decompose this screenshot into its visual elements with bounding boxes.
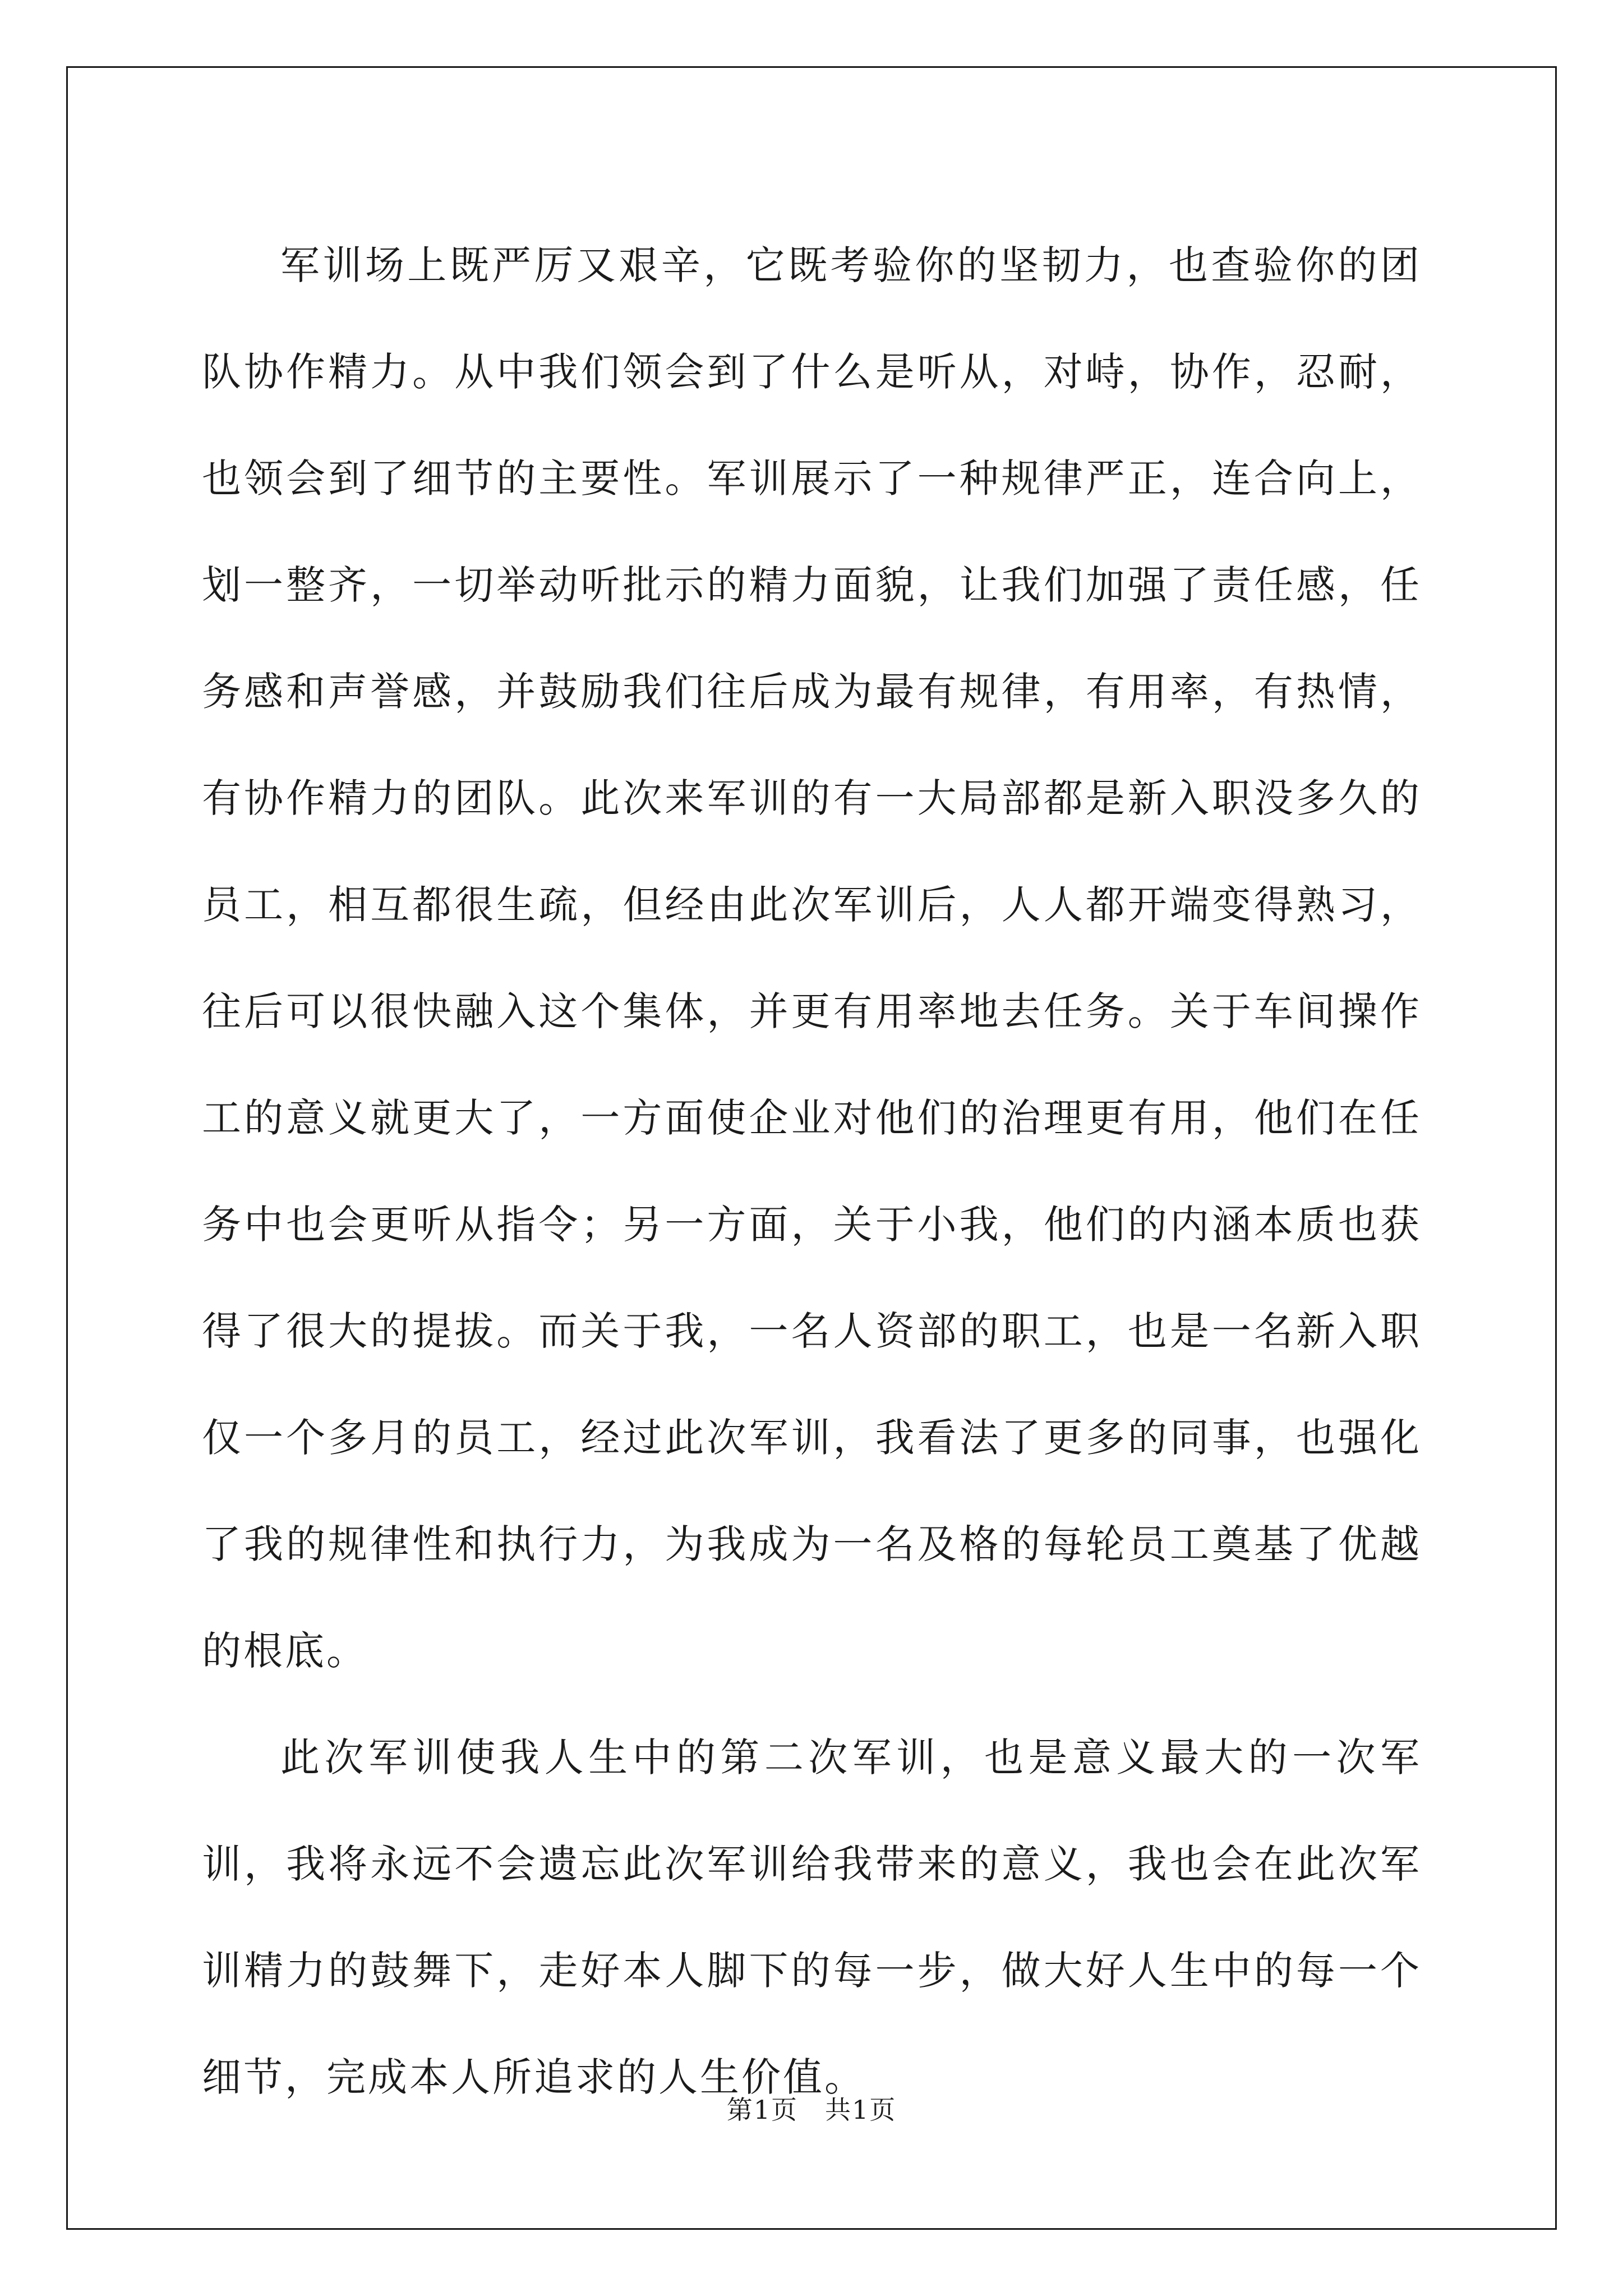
paragraph-2: 此次军训使我人生中的第二次军训，也是意义最大的一次军训，我将永远不会遗忘此次军训给我带来的意义，我也会在此次军训精力的鼓舞下，走好本人脚下的每一步，做大好人生中的每一个细节，完成本人所追求的人生价值。 (202, 1734, 1422, 2100)
paragraph-1: 军训场上既严厉又艰辛，它既考验你的坚韧力，也查验你的团队协作精力。从中我们领会到了什么是听从，对峙，协作，忍耐，也领会到了细节的主要性。军训展示了一种规律严正，连合向上，划一整齐，一切举动听批示的精力面貌，让我们加强了责任感，任务感和声誉感，并鼓励我们往后成为最有规律，有用率，有热情，有协作精力的团队。此次来军训的有一大局部都是新入职没多久的员工，相互都很生疏，但经由此次军训后，人人都开端变得熟习，往后可以很快融入这个集体，并更有用率地去任务。关于车间操作工的意义就更大了，一方面使企业对他们的治理更有用，他们在任务中也会更听从指令；另一方面，关于小我，他们的内涵本质也获得了很大的提拔。而关于我，一名人资部的职工，也是一名新入职仅一个多月的员工，经过此次军训，我看法了更多的同事，也强化了我的规律性和执行力，为我成为一名及格的每轮员工奠基了优越的根底。 (202, 242, 1422, 1674)
page-number: 第1页 (726, 2095, 798, 2125)
page-footer (0, 2090, 1623, 2127)
document-body (202, 212, 1422, 2131)
page-count: 共1页 (825, 2095, 897, 2125)
